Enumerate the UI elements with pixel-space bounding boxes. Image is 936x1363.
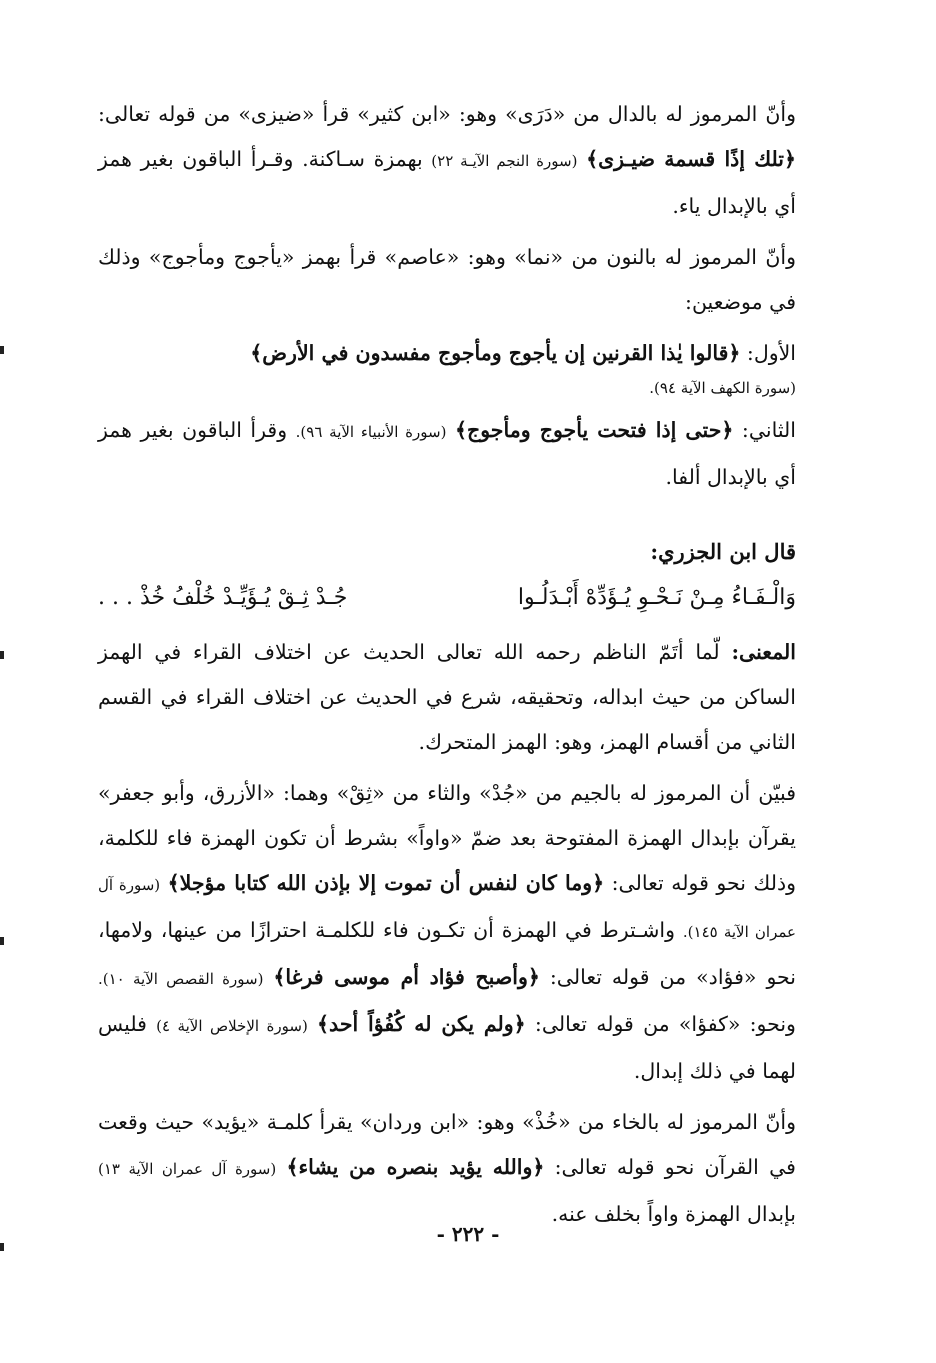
paragraph-text: ونحو: «كفؤا» من قوله تعالى:: [534, 1012, 796, 1036]
paragraph-text: وأنّ المرموز له بالخاء من «خُذْ» وهو: «ابن وردان» يقرأ كلمـة «يؤيد» حيث وقعت في القرآن نحو قوله تعالى:: [98, 1110, 796, 1179]
poem-verse: [98, 576, 796, 620]
quran-verse: ﴿ولم يكن له كُفُؤاً أحد﴾: [317, 1012, 526, 1036]
poem-second-hemistich: جُـدْ ثِـقْ يُـؤَيِّـدْ خُلْفُ خُذْ . . .: [98, 585, 348, 610]
quran-verse: ﴿تلك إذًا قسمة ضيـزى﴾: [586, 147, 796, 171]
paragraph-text: وأنّ المرموز له بالنون من «نما» وهو: «عاصم» قرأ بهمز «يأجوج ومأجوج» وذلك في موضعين:: [98, 245, 796, 314]
paragraph-second-place: [98, 408, 796, 500]
paragraph-text: لّما أتَمّ الناظم رحمه الله تعالى الحديث عن اختلاف القراء في الهمز الساكن من حيث ابداله، وتحقيقه، شرع في الحديث عن اختلاف القراء في القسم الثاني من أقسام الهمز، وهو: الهمز المتحرك.: [98, 640, 796, 754]
verse-source: (سورة الإخلاص الآية ٤): [156, 1017, 308, 1035]
quran-verse: ﴿وما كان لنفس أن تموت إلا بإذن الله كتابا مؤجلا﴾: [167, 871, 605, 895]
verse-source: (سورة آل عمران الآية ١٣): [98, 1160, 277, 1178]
quran-verse: ﴿حتى إذا فتحت يأجوج ومأجوج﴾: [454, 418, 734, 442]
paragraph-jim-tha: [98, 771, 796, 1094]
paragraph-text: واشـترط في الهمزة أن تكـون فاء للكلمـة احترازًا من عينها، ولامها، نحو «فؤاد» من قوله تعالى:: [98, 918, 796, 989]
margin-mark: [0, 1243, 4, 1251]
verse-source: (سورة الكهف الآية ٩٤).: [649, 379, 796, 397]
paragraph-text: فليس لهما في ذلك إبدال.: [98, 1012, 796, 1083]
margin-mark: [0, 651, 4, 659]
paragraph-text: وأنّ المرموز له بالدال من «دَرَى» وهو: «ابن كثير» قرأ «ضيزى» من قوله تعالى:: [98, 102, 796, 126]
verse-source: (سورة القصص الآية ١٠).: [98, 970, 264, 988]
quran-verse: ﴿وأصبح فؤاد أم موسى فرغا﴾: [273, 965, 540, 989]
paragraph-label: الثاني:: [741, 418, 796, 442]
verse-source: (سورة الأنبياء الآية ٩٦).: [295, 423, 447, 441]
quran-verse: ﴿قالوا يٰذا القرنين إن يأجوج ومأجوج مفسدون في الأرض﴾: [250, 341, 741, 365]
verse-source: (سورة النجم الآيـة ٢٢): [431, 152, 578, 170]
margin-mark: [0, 346, 4, 354]
verse-source: (سورة آل عمران الآية ١٤٥).: [98, 876, 796, 941]
paragraph-text: فبيّن أن المرموز له بالجيم من «جُدْ» والثاء من «ثِقْ» وهما: «الأزرق، وأبو جعفر» يقرآن بإبدال الهمزة المفتوحة بعد ضمّ «واواً» بشرط أن تكون الهمزة فاء للكلمة، وذلك نحو قوله تعالى:: [98, 781, 796, 895]
paragraph-dal-ibn-kathir: [98, 92, 796, 229]
margin-mark: [0, 937, 4, 945]
paragraph-kha-ibn-wardan: [98, 1100, 796, 1237]
paragraph-label: الأول:: [746, 341, 796, 365]
paragraph-nun-asim: [98, 235, 796, 325]
paragraph-text: بهمزة سـاكنة. وقـرأ الباقون بغير همز أي بالإبدال ياء.: [98, 147, 796, 218]
paragraph-label: المعنى:: [731, 640, 796, 664]
page-number: - ٢٢٢ -: [436, 1222, 500, 1246]
poem-first-hemistich: وَالْـفَـاءُ مِـنْ نَـحْـوِ يُـؤَدِّهْ أَبْـدَلُـوا: [517, 585, 796, 610]
paragraph-text: بإبدال الهمزة واواً بخلف عنه.: [551, 1202, 796, 1226]
page-body: [98, 92, 796, 1243]
quran-verse: ﴿والله يؤيد بنصره من يشاء﴾: [286, 1155, 545, 1179]
paragraph-meaning: [98, 630, 796, 765]
section-heading: قال ابن الجزري:: [650, 539, 796, 564]
paragraph-text: وقرأ الباقون بغير همز أي بالإبدال ألفا.: [98, 418, 796, 489]
